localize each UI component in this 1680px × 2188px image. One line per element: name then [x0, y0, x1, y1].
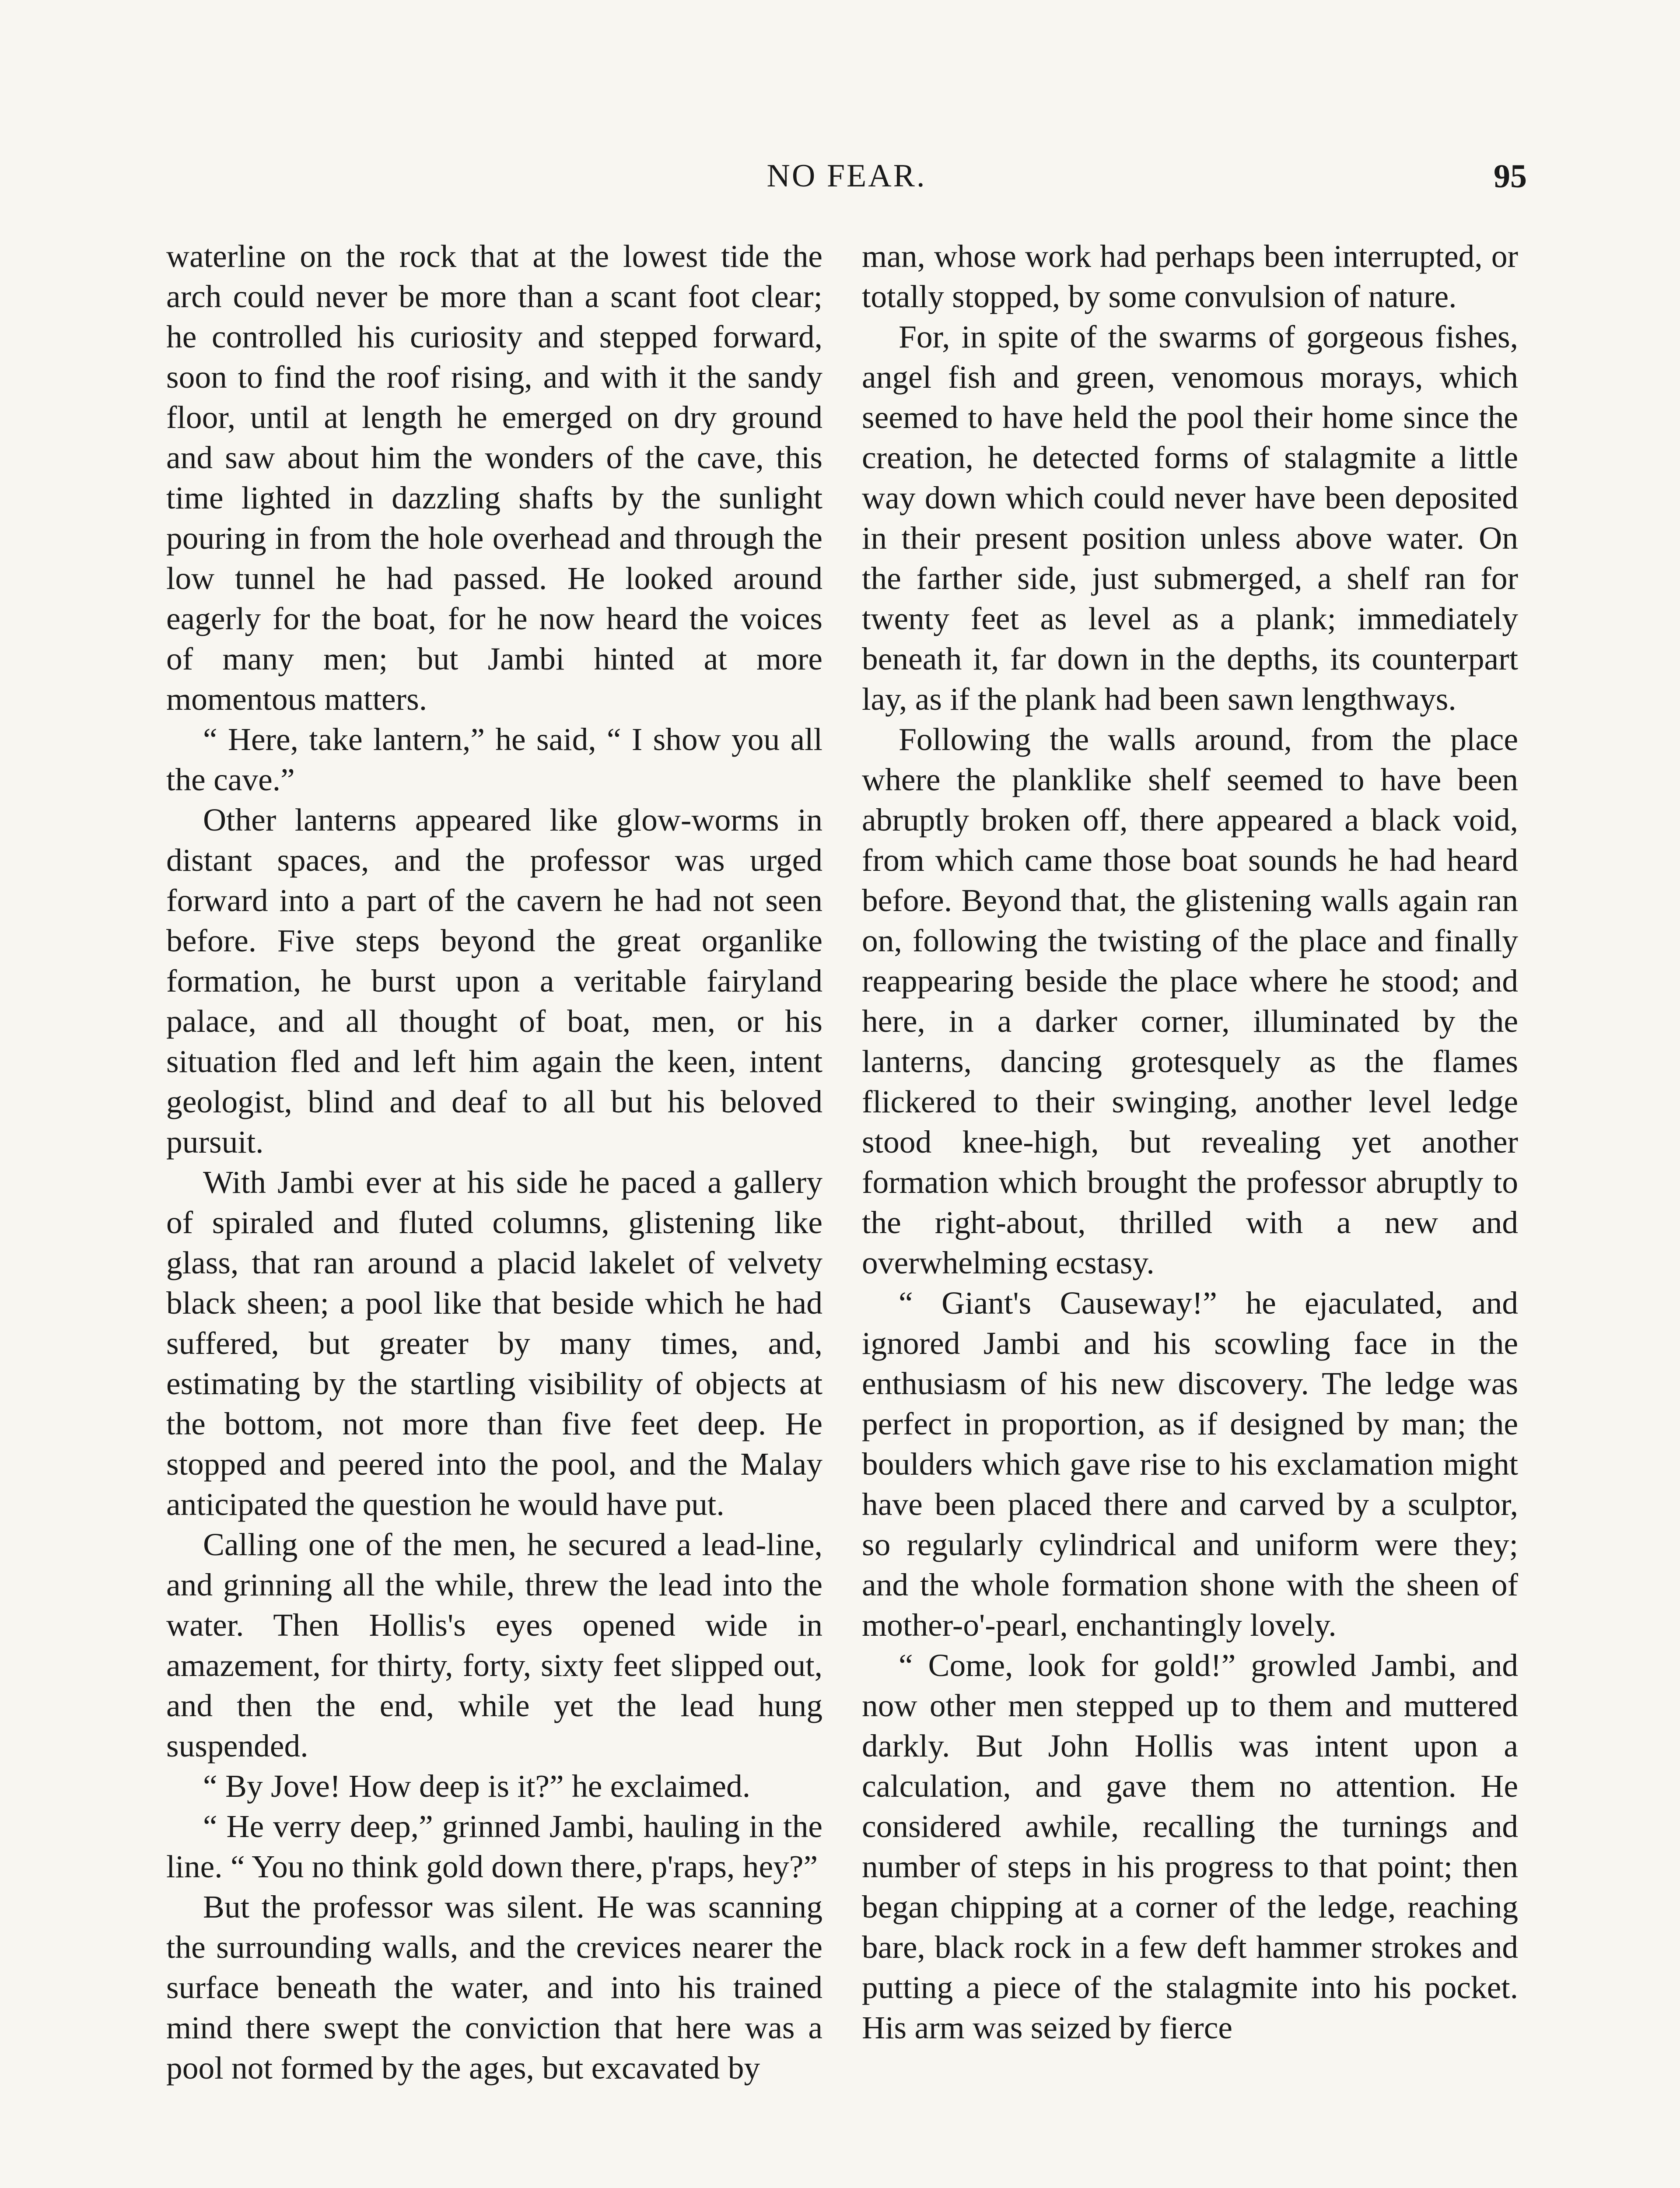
- paragraph: Calling one of the men, he secured a lead-line, and grinning all the while, threw the lead into the water. Then Hollis's eyes opened wide in amazement, for thirty, forty, sixty feet slipped out, and then the end, while yet the lead hung suspended.: [166, 1527, 822, 1764]
- paragraph: For, in spite of the swarms of gorgeous fishes, angel fish and green, venomous morays, which seemed to have held the pool their home since the creation, he detected forms of stalagmite a little way down which could never have been deposited in their present position unless above water. On the farther side, just submerged, a shelf ran for twenty feet as level as a plank; immediately beneath it, far down in the depths, its counterpart lay, as if the plank had been sawn lengthways.: [862, 319, 1518, 717]
- paragraph: Other lanterns appeared like glow-worms in distant spaces, and the professor was urged forward into a part of the cavern he had not seen before. Five steps beyond the great organlike formation, he burst upon a veritable fairyland palace, and all thought of boat, men, or his situation fled and left him again the keen, intent geologist, blind and deaf to all but his beloved pursuit.: [166, 802, 822, 1160]
- paragraph: But the professor was silent. He was scanning the surrounding walls, and the crevices nearer the surface beneath the water, and into his trained mind there swept the conviction that here was a pool not formed by the ages, but excavated by: [166, 1889, 822, 2086]
- paragraph: With Jambi ever at his side he paced a gallery of spiraled and fluted columns, glistening like glass, that ran around a placid lakelet of velvety black sheen; a pool like that beside which he had suffered, but greater by many times, and, estimating by the startling visibility of objects at the bottom, not more than five feet deep. He stopped and peered into the pool, and the Malay anticipated the question he would have put.: [166, 1164, 822, 1522]
- paragraph: “ Here, take lantern,” he said, “ I show you all the cave.”: [166, 722, 822, 797]
- paragraph: “ Giant's Causeway!” he ejaculated, and ignored Jambi and his scowling face in the enthusiasm of his new discovery. The ledge was perfect in proportion, as if designed by man; the boulders which gave rise to his exclamation might have been placed there and carved by a sculptor, so regularly cylindrical and uniform were they; and the whole formation shone with the sheen of mother-o'-pearl, enchantingly lovely.: [862, 1285, 1518, 1643]
- paragraph: “ By Jove! How deep is it?” he exclaimed.: [203, 1768, 751, 1804]
- paragraph: “ Come, look for gold!” growled Jambi, and now other men stepped up to them and muttered darkly. But John Hollis was intent upon a calculation, and gave them no attention. He considered awhile, recalling the turnings and number of steps in his progress to that point; then began chipping at a corner of the ledge, reaching bare, black rock in a few deft hammer strokes and putting a piece of the stalagmite into his pocket. His arm was seized by fierce: [862, 1648, 1518, 2045]
- right-column: [862, 236, 1518, 2048]
- running-head: NO FEAR.: [766, 158, 927, 194]
- paragraph: man, whose work had perhaps been interrupted, or totally stopped, by some convulsion of nature.: [862, 238, 1518, 314]
- paragraph: Following the walls around, from the place where the planklike shelf seemed to have been abruptly broken off, there appeared a black void, from which came those boat sounds he had heard before. Beyond that, the glistening walls again ran on, following the twisting of the place and finally reappearing beside the place where he stood; and here, in a darker corner, illuminated by the lanterns, dancing grotesquely as the flames flickered to their swinging, another level ledge stood knee-high, but revealing yet another formation which brought the professor abruptly to the right-about, thrilled with a new and overwhelming ecstasy.: [862, 722, 1518, 1280]
- paragraph: “ He verry deep,” grinned Jambi, hauling in the line. “ You no think gold down there, p'raps, hey?”: [166, 1809, 822, 1884]
- page-number: 95: [1494, 158, 1527, 195]
- left-column: [166, 236, 822, 2088]
- page-header: [166, 158, 1527, 210]
- paragraph: waterline on the rock that at the lowest tide the arch could never be more than a scant foot clear; he controlled his curiosity and stepped forward, soon to find the roof rising, and with it the sandy floor, until at length he emerged on dry ground and saw about him the wonders of the cave, this time lighted in dazzling shafts by the sunlight pouring in from the hole overhead and through the low tunnel he had passed. He looked around eagerly for the boat, for he now heard the voices of many men; but Jambi hinted at more momentous matters.: [166, 238, 822, 717]
